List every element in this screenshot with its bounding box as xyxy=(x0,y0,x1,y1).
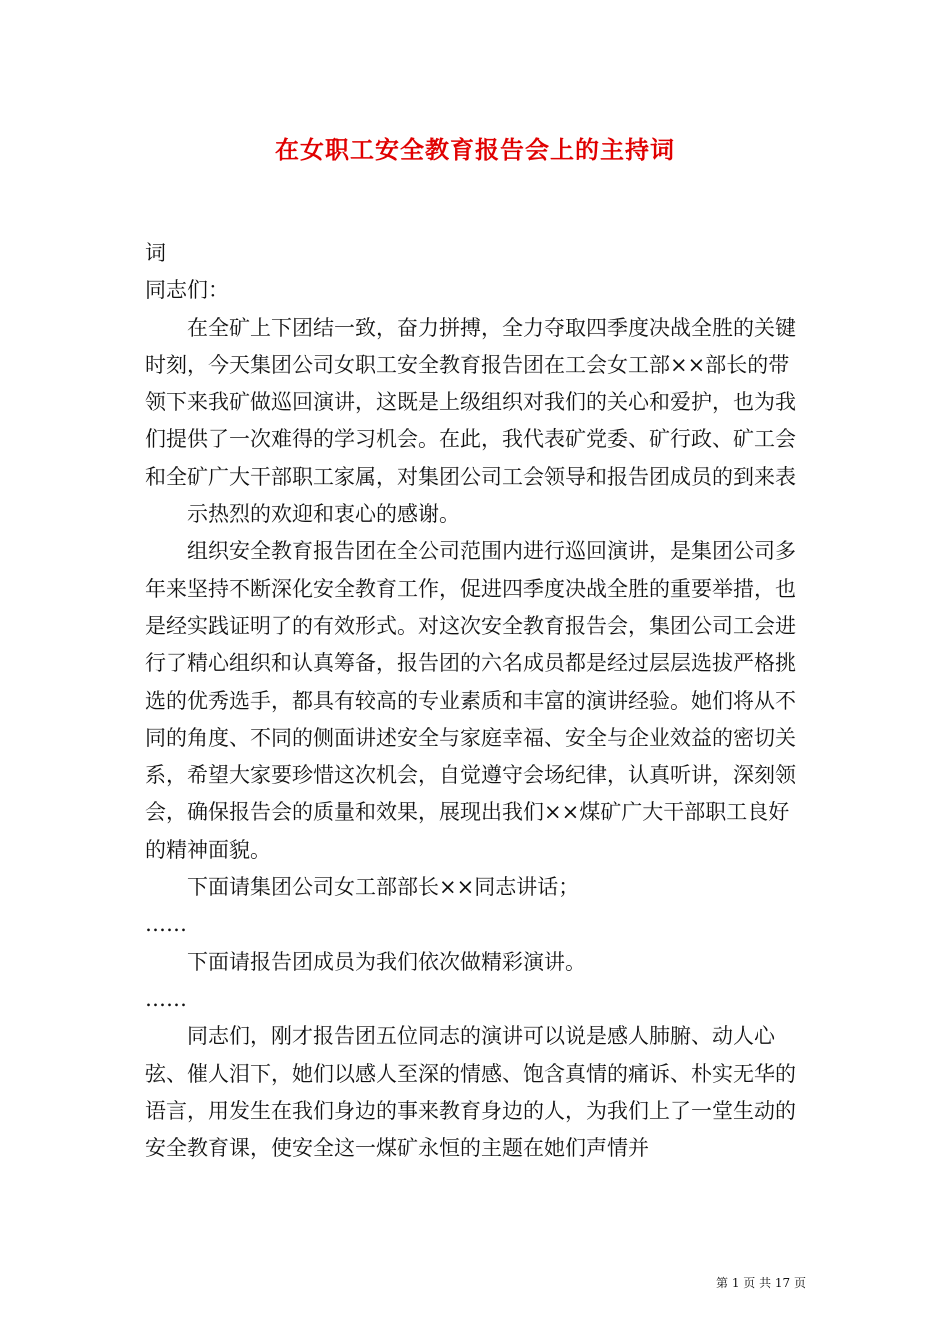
page-number: 第 1 页 共 17 页 xyxy=(716,1276,806,1290)
paragraph-summary: 同志们，刚才报告团五位同志的演讲可以说是感人肺腑、动人心弦、催人泪下，她们以感人至深的情感、饱含真情的痛诉、朴实无华的语言，用发生在我们身边的事来教育身边的人，为我们上了一堂生动的安全教育课，使安全这一煤矿永恒的主题在她们声情并 xyxy=(145,1024,796,1161)
paragraph-welcome: 示热烈的欢迎和衷心的感谢。 xyxy=(187,502,460,527)
ellipsis: …… xyxy=(145,986,187,1011)
paragraph-invite-reports: 下面请报告团成员为我们依次做精彩演讲。 xyxy=(187,949,586,974)
document-title: 在女职工安全教育报告会上的主持词 xyxy=(275,135,675,164)
paragraph-invite-speech: 下面请集团公司女工部部长××同志讲话； xyxy=(187,875,580,900)
paragraph-opening: 在全矿上下团结一致，奋力拼搏，全力夺取四季度决战全胜的关键时刻，今天集团公司女职工安全教育报告团在工会女工部××部长的带领下来我矿做巡回演讲，这既是上级组织对我们的关心和爱护，也为我们提供了一次难得的学习机会。在此，我代表矿党委、矿行政、矿工会和全矿广大干部职工家属，对集团公司工会领导和报告团成员的到来表 xyxy=(145,315,796,489)
ellipsis: …… xyxy=(145,912,187,937)
paragraph-purpose: 组织安全教育报告团在全公司范围内进行巡回演讲，是集团公司多年来坚持不断深化安全教育工作，促进四季度决战全胜的重要举措，也是经实践证明了的有效形式。对这次安全教育报告会，集团公司工会进行了精心组织和认真筹备，报告团的六名成员都是经过层层选拔严格挑选的优秀选手，都具有较高的专业素质和丰富的演讲经验。她们将从不同的角度、不同的侧面讲述安全与家庭幸福、安全与企业效益的密切关系，希望大家要珍惜这次机会，自觉遵守会场纪律，认真听讲，深刻领会，确保报告会的质量和效果，展现出我们××煤矿广大干部职工良好的精神面貌。 xyxy=(145,539,796,862)
paragraph-fragment: 词 xyxy=(145,241,166,265)
salutation: 同志们： xyxy=(145,278,229,303)
document-body xyxy=(145,235,810,1167)
